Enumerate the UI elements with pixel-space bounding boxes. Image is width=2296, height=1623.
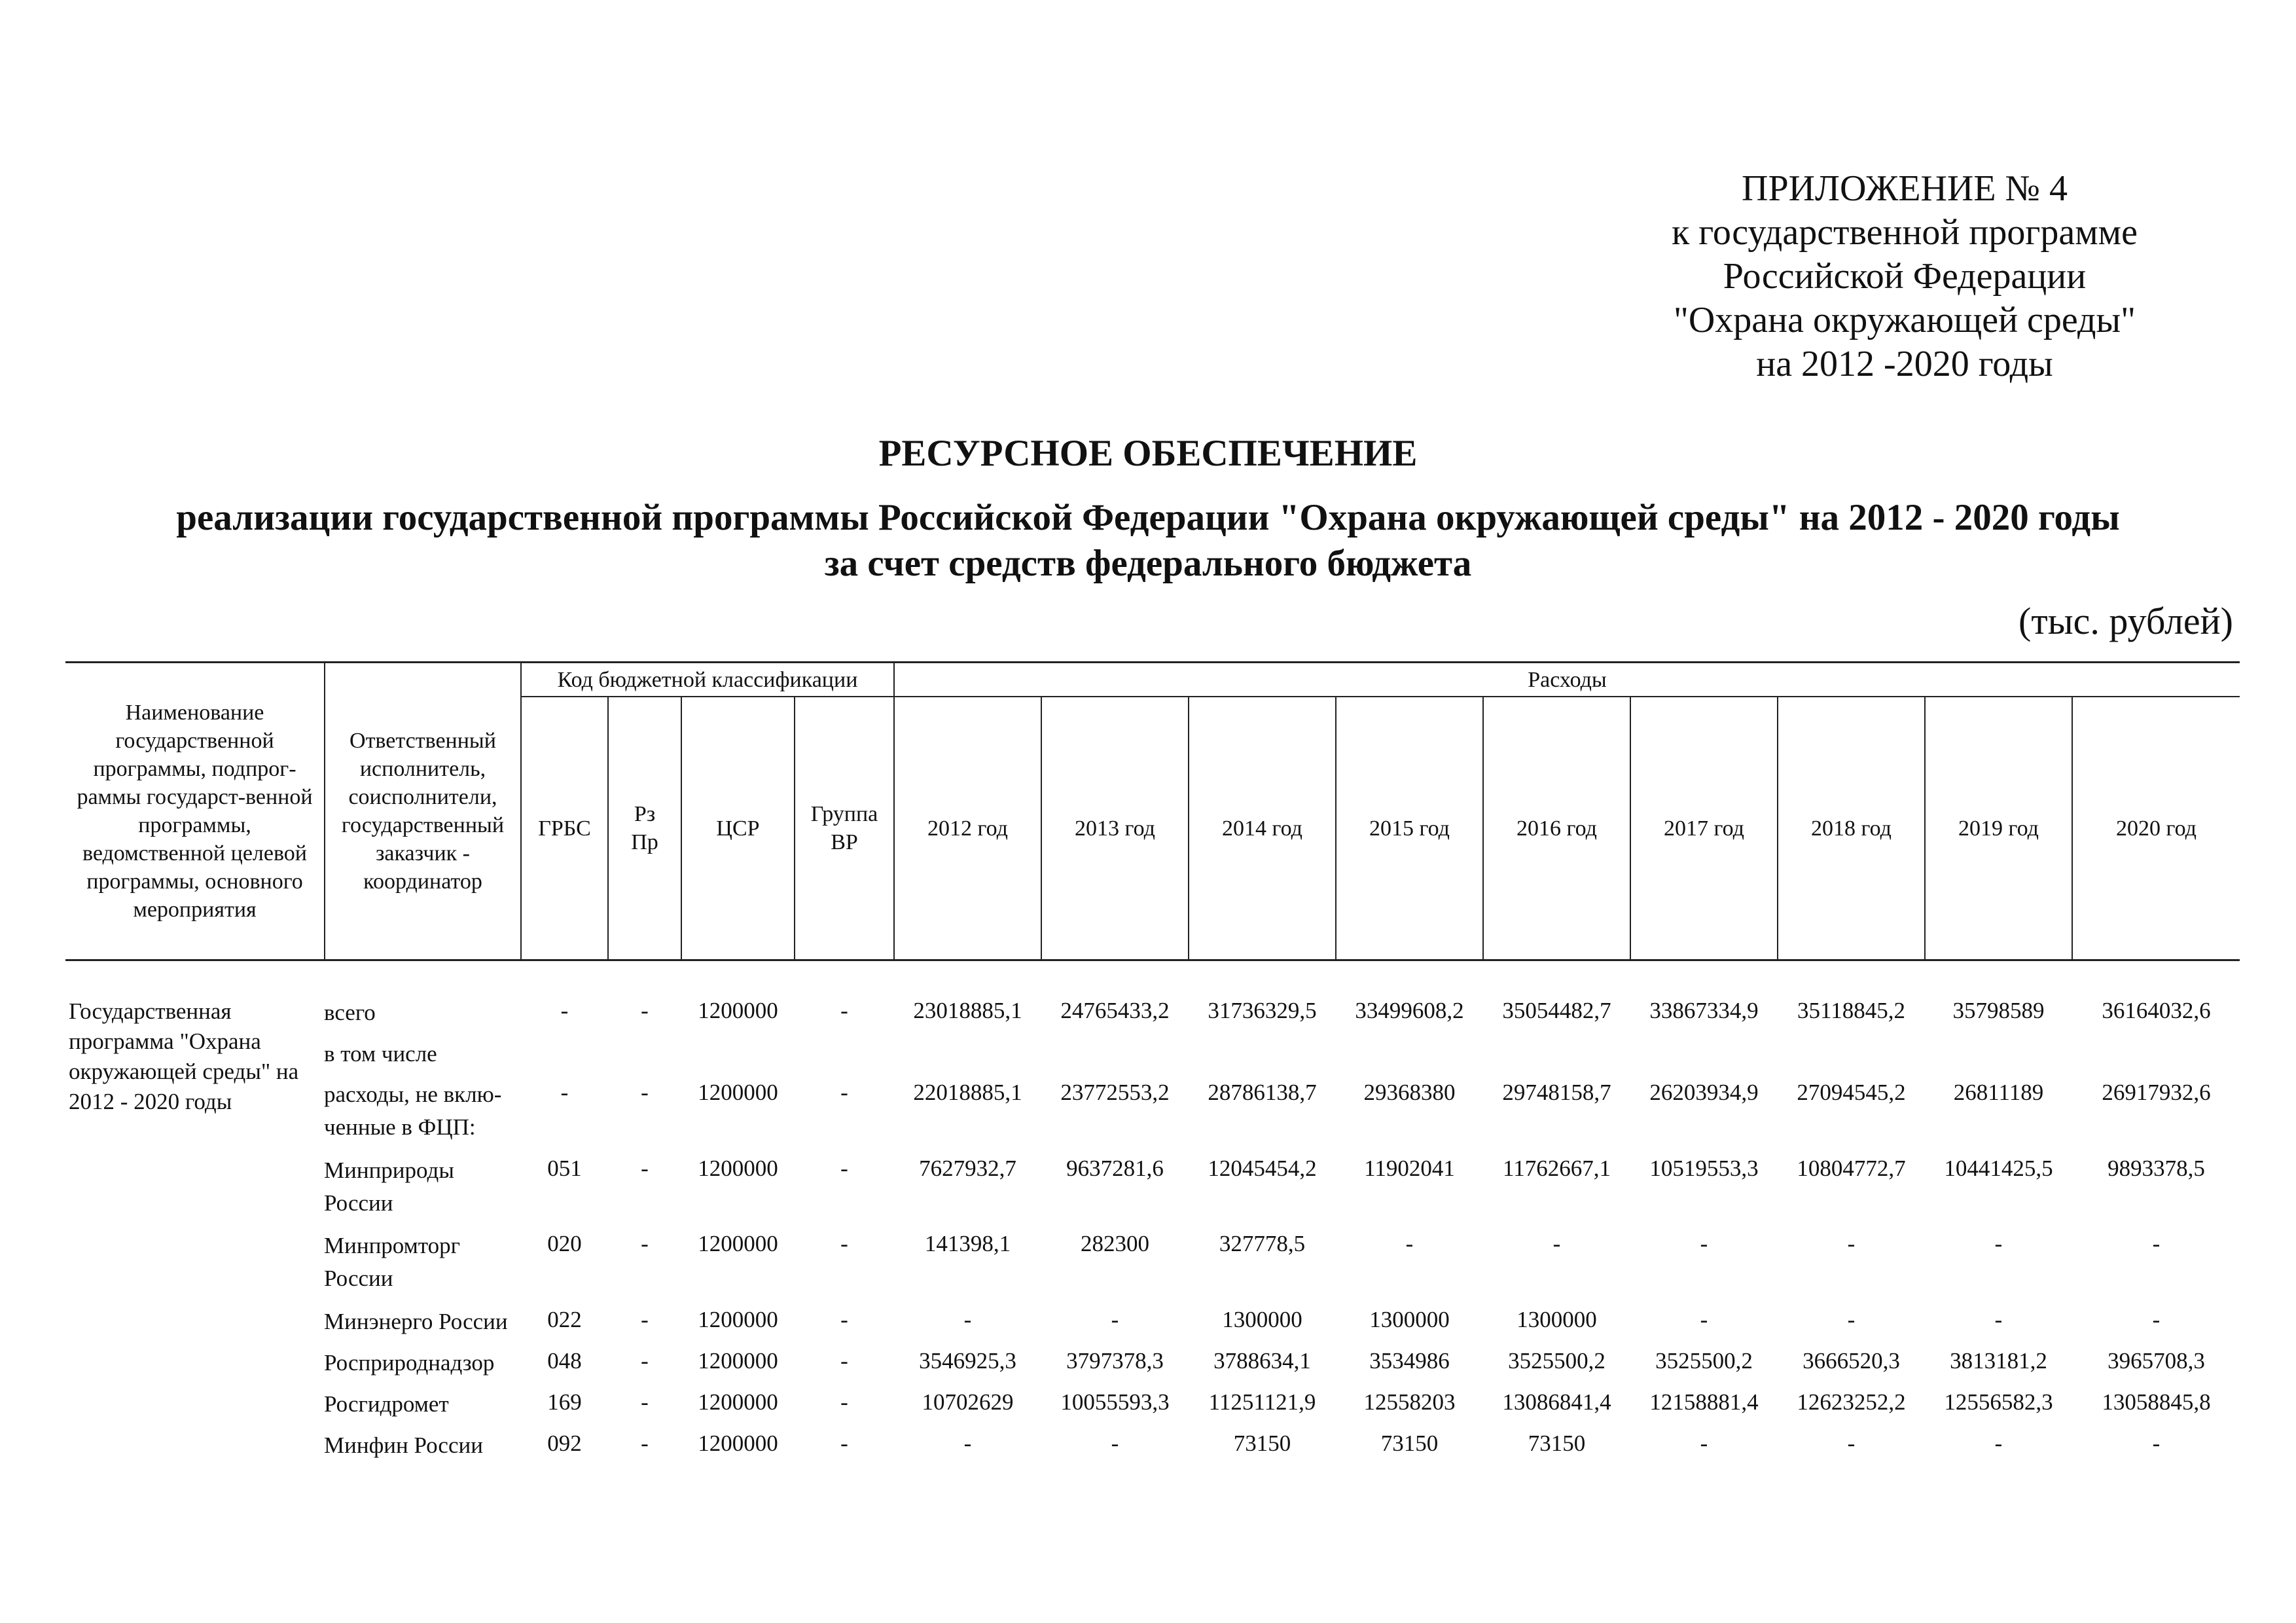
cell-expense: - xyxy=(1847,1231,1856,1256)
cell-expense: 9893378,5 xyxy=(2108,1156,2205,1181)
cell-expense: - xyxy=(1111,1431,1119,1456)
cell-csr: 1200000 xyxy=(698,1080,778,1105)
document-title: РЕСУРСНОЕ ОБЕСПЕЧЕНИЕ xyxy=(878,433,1418,474)
header-year: 2012 год xyxy=(927,816,1008,841)
appendix-line: Российской Федерации xyxy=(1723,256,2087,297)
cell-expense: 29368380 xyxy=(1363,1080,1456,1105)
cell-expense: 282300 xyxy=(1081,1231,1149,1256)
cell-expense: 1300000 xyxy=(1369,1307,1450,1332)
cell-expense: - xyxy=(1847,1307,1856,1332)
cell-rzpr: - xyxy=(641,1307,649,1332)
cell-rzpr: - xyxy=(641,998,649,1023)
row-label: Минприроды России xyxy=(324,1158,454,1216)
cell-vr: - xyxy=(840,1389,848,1415)
cell-vr: - xyxy=(840,1348,848,1374)
cell-expense: 3666520,3 xyxy=(1803,1348,1900,1374)
cell-expense: 12158881,4 xyxy=(1649,1389,1759,1415)
cell-expense: - xyxy=(1111,1307,1119,1332)
header-year: 2016 год xyxy=(1516,816,1597,841)
cell-expense: 23772553,2 xyxy=(1060,1080,1170,1105)
cell-expense: 28786138,7 xyxy=(1208,1080,1317,1105)
cell-expense: - xyxy=(1847,1431,1856,1456)
cell-expense: - xyxy=(1700,1307,1708,1332)
cell-expense: 73150 xyxy=(1528,1431,1586,1456)
row-label: всего xyxy=(324,1000,376,1025)
cell-expense: 3788634,1 xyxy=(1213,1348,1311,1374)
cell-vr: - xyxy=(840,1431,848,1456)
cell-rzpr: - xyxy=(641,1431,649,1456)
cell-expense: 13086841,4 xyxy=(1502,1389,1611,1415)
cell-expense: - xyxy=(963,1307,972,1332)
cell-expense: 1300000 xyxy=(1222,1307,1302,1332)
cell-expense: - xyxy=(1994,1231,2003,1256)
cell-expense: 11762667,1 xyxy=(1503,1156,1611,1181)
cell-expense: 10519553,3 xyxy=(1649,1156,1759,1181)
appendix-block xyxy=(1604,167,2206,386)
cell-grbs: 169 xyxy=(547,1389,582,1415)
cell-expense: 3546925,3 xyxy=(919,1348,1016,1374)
program-name: Государственная программа "Охрана окружающей среды" на 2012 - 2020 годы xyxy=(69,998,299,1114)
header-vr: Группа ВР xyxy=(810,802,878,854)
cell-vr: - xyxy=(840,1080,848,1105)
cell-expense: - xyxy=(1405,1231,1414,1256)
cell-expense: - xyxy=(1700,1231,1708,1256)
cell-csr: 1200000 xyxy=(698,1431,778,1456)
header-year: 2017 год xyxy=(1664,816,1744,841)
header-year: 2018 год xyxy=(1811,816,1892,841)
cell-expense: 27094545,2 xyxy=(1797,1080,1906,1105)
row-label: расходы, не вклю-ченные в ФЦП: xyxy=(324,1082,502,1140)
header-year: 2014 год xyxy=(1222,816,1302,841)
cell-expense: 73150 xyxy=(1233,1431,1291,1456)
cell-expense: 33867334,9 xyxy=(1649,998,1759,1023)
cell-expense: 26203934,9 xyxy=(1649,1080,1759,1105)
cell-expense: 29748158,7 xyxy=(1502,1080,1611,1105)
header-grbs: ГРБС xyxy=(538,816,591,841)
row-label: Минпромторг России xyxy=(324,1233,460,1291)
cell-expense: 3965708,3 xyxy=(2108,1348,2205,1374)
cell-expense: 3525500,2 xyxy=(1508,1348,1605,1374)
cell-csr: 1200000 xyxy=(698,1156,778,1181)
cell-expense: 10804772,7 xyxy=(1797,1156,1906,1181)
appendix-line: на 2012 -2020 годы xyxy=(1756,344,2053,384)
cell-grbs: 020 xyxy=(547,1231,582,1256)
cell-rzpr: - xyxy=(641,1389,649,1415)
cell-expense: 26811189 xyxy=(1953,1080,2044,1105)
cell-grbs: - xyxy=(560,998,569,1023)
appendix-line: "Охрана окружающей среды" xyxy=(1674,300,2136,340)
cell-expense: 10055593,3 xyxy=(1060,1389,1170,1415)
header-year: 2020 год xyxy=(2116,816,2197,841)
cell-expense: 9637281,6 xyxy=(1066,1156,1164,1181)
cell-expense: 10441425,5 xyxy=(1944,1156,2053,1181)
cell-expense: 12556582,3 xyxy=(1944,1389,2053,1415)
cell-expense: 10702629 xyxy=(922,1389,1014,1415)
cell-expense: 36164032,6 xyxy=(2102,998,2211,1023)
cell-expense: 3797378,3 xyxy=(1066,1348,1164,1374)
cell-grbs: 092 xyxy=(547,1431,582,1456)
cell-rzpr: - xyxy=(641,1080,649,1105)
header-name: Наименование государственной программы, подпрог-раммы государст-венной программы, ведомственной целевой программы, основного мероприятия xyxy=(77,701,313,922)
cell-expense: 1300000 xyxy=(1516,1307,1597,1332)
cell-expense: 73150 xyxy=(1380,1431,1439,1456)
row-label: Росгидромет xyxy=(324,1391,449,1417)
header-code-group: Код бюджетной классификации xyxy=(557,667,858,692)
cell-expense: 13058845,8 xyxy=(2102,1389,2211,1415)
cell-expense: 33499608,2 xyxy=(1355,998,1464,1023)
cell-expense: 12558203 xyxy=(1363,1389,1456,1415)
cell-csr: 1200000 xyxy=(698,1389,778,1415)
cell-rzpr: - xyxy=(641,1348,649,1374)
cell-expense: 11902041 xyxy=(1364,1156,1455,1181)
cell-vr: - xyxy=(840,1156,848,1181)
cell-expense: - xyxy=(1994,1431,2003,1456)
cell-rzpr: - xyxy=(641,1231,649,1256)
cell-expense: 35054482,7 xyxy=(1502,998,1611,1023)
cell-vr: - xyxy=(840,1231,848,1256)
appendix-line: к государственной программе xyxy=(1672,212,2138,253)
document-subtitle-2: за счет средств федерального бюджета xyxy=(824,543,1472,584)
header-csr: ЦСР xyxy=(716,816,760,841)
header-year: 2015 год xyxy=(1369,816,1450,841)
cell-expense: 12623252,2 xyxy=(1797,1389,1906,1415)
row-label: Росприроднадзор xyxy=(324,1350,495,1376)
cell-expense: - xyxy=(2152,1307,2161,1332)
header-year: 2019 год xyxy=(1958,816,2039,841)
cell-expense: 3525500,2 xyxy=(1655,1348,1753,1374)
cell-vr: - xyxy=(840,1307,848,1332)
row-label: Минфин России xyxy=(324,1432,483,1458)
cell-csr: 1200000 xyxy=(698,1348,778,1374)
header-rzpr: Рз Пр xyxy=(631,802,658,854)
cell-expense: 3813181,2 xyxy=(1950,1348,2047,1374)
cell-expense: - xyxy=(1700,1431,1708,1456)
cell-csr: 1200000 xyxy=(698,1231,778,1256)
cell-expense: - xyxy=(1552,1231,1561,1256)
cell-expense: 35798589 xyxy=(1952,998,2045,1023)
cell-expense: 23018885,1 xyxy=(913,998,1022,1023)
cell-expense: - xyxy=(2152,1231,2161,1256)
cell-expense: 31736329,5 xyxy=(1208,998,1317,1023)
cell-expense: 141398,1 xyxy=(924,1231,1011,1256)
cell-expense: - xyxy=(1994,1307,2003,1332)
cell-grbs: 051 xyxy=(547,1156,582,1181)
cell-expense: 12045454,2 xyxy=(1208,1156,1317,1181)
cell-expense: 327778,5 xyxy=(1219,1231,1306,1256)
cell-rzpr: - xyxy=(641,1156,649,1181)
cell-vr: - xyxy=(840,998,848,1023)
cell-expense: 3534986 xyxy=(1369,1348,1450,1374)
cell-expense: - xyxy=(963,1431,972,1456)
row-label: Минэнерго России xyxy=(324,1309,508,1334)
cell-expense: 7627932,7 xyxy=(919,1156,1016,1181)
cell-csr: 1200000 xyxy=(698,1307,778,1332)
header-executor: Ответственный исполнитель, соисполнители, государственный заказчик - координатор xyxy=(341,729,505,894)
header-expenses-group: Расходы xyxy=(1528,667,1607,692)
cell-csr: 1200000 xyxy=(698,998,778,1023)
header-bottom-rule xyxy=(65,959,2240,961)
cell-expense: 35118845,2 xyxy=(1797,998,1905,1023)
cell-expense: 11251121,9 xyxy=(1208,1389,1316,1415)
cell-expense: 22018885,1 xyxy=(913,1080,1022,1105)
cell-grbs: 048 xyxy=(547,1348,582,1374)
units-label: (тыс. рублей) xyxy=(2018,600,2233,642)
cell-expense: - xyxy=(2152,1431,2161,1456)
cell-expense: 26917932,6 xyxy=(2102,1080,2211,1105)
appendix-line: ПРИЛОЖЕНИЕ № 4 xyxy=(1742,168,2068,209)
document-subtitle: реализации государственной программы Российской Федерации "Охрана окружающей среды" на 2012 - 2020 годы xyxy=(176,497,2120,538)
cell-grbs: 022 xyxy=(547,1307,582,1332)
row-label: в том числе xyxy=(324,1041,437,1067)
cell-grbs: - xyxy=(560,1080,569,1105)
cell-expense: 24765433,2 xyxy=(1060,998,1170,1023)
header-year: 2013 год xyxy=(1075,816,1155,841)
